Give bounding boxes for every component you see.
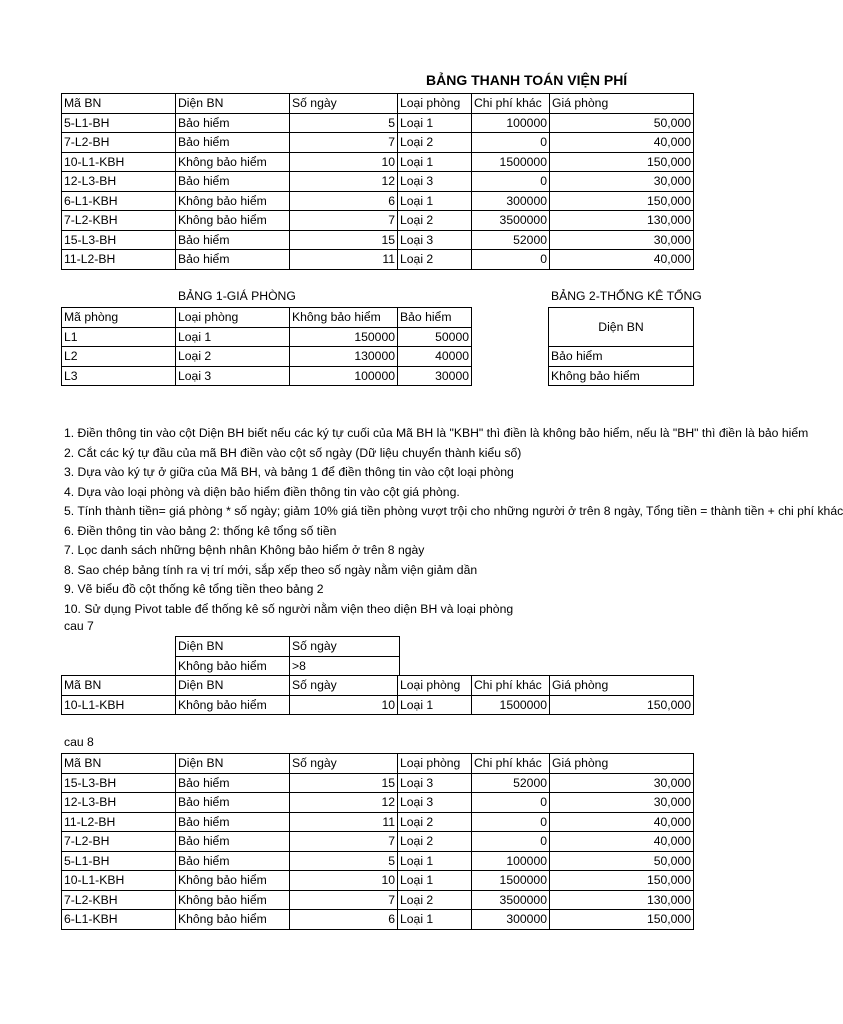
main-dien-bn-cell: Bảo hiểm <box>176 113 290 133</box>
price-table-row <box>62 347 472 367</box>
sorted-ma-bn-cell: 6-L1-KBH <box>62 910 176 930</box>
instruction-line: 1. Điền thông tin vào cột Diện BH biết nếu các ký tự cuối của Mã BH là "KBH" thì điền là không bảo hiểm, nếu là "BH" thì điền là bảo hiểm <box>64 426 809 440</box>
sorted-dien-bn-cell: Không bảo hiểm <box>176 890 290 910</box>
price-bao-hiem-cell: 50000 <box>398 327 472 347</box>
c8-header-gia-phong: Giá phòng <box>550 754 694 774</box>
c7-header-loai-phong: Loại phòng <box>398 676 472 696</box>
criteria-value-so-ngay: >8 <box>290 656 400 676</box>
sorted-header-row <box>62 754 694 774</box>
sorted-table-row <box>62 910 694 930</box>
sorted-chi-phi-khac-cell: 0 <box>472 812 550 832</box>
price-khong-bao-hiem-cell: 130000 <box>290 347 398 367</box>
sorted-chi-phi-khac-cell: 52000 <box>472 773 550 793</box>
sorted-ma-bn-cell: 5-L1-BH <box>62 851 176 871</box>
instruction-line: 2. Cắt các ký tự đầu của mã BH điền vào cột số ngày (Dữ liệu chuyển thành kiểu số) <box>64 445 522 460</box>
main-gia-phong-cell: 30,000 <box>550 230 694 250</box>
main-so-ngay-cell: 10 <box>290 152 398 172</box>
sorted-dien-bn-cell: Không bảo hiểm <box>176 910 290 930</box>
sorted-so-ngay-cell: 7 <box>290 832 398 852</box>
header-loai-phong: Loại phòng <box>398 94 472 114</box>
t1-header-bao-hiem: Bảo hiểm <box>398 308 472 328</box>
sorted-table-row <box>62 890 694 910</box>
sorted-ma-bn-cell: 7-L2-BH <box>62 832 176 852</box>
c8-header-chi-phi-khac: Chi phí khác <box>472 754 550 774</box>
main-ma-bn-cell: 10-L1-KBH <box>62 152 176 172</box>
main-header-row <box>62 94 694 114</box>
main-dien-bn-cell: Không bảo hiểm <box>176 152 290 172</box>
main-ma-bn-cell: 6-L1-KBH <box>62 191 176 211</box>
price-bao-hiem-cell: 40000 <box>398 347 472 367</box>
price-khong-bao-hiem-cell: 100000 <box>290 366 398 386</box>
main-dien-bn-cell: Bảo hiểm <box>176 230 290 250</box>
main-table-row <box>62 191 694 211</box>
main-loai-phong-cell: Loại 1 <box>398 191 472 211</box>
sorted-so-ngay-cell: 6 <box>290 910 398 930</box>
main-ma-bn-cell: 12-L3-BH <box>62 172 176 192</box>
instruction-line: 5. Tính thành tiền= giá phòng * số ngày; giảm 10% giá tiền phòng vượt trội cho những người ở trên 8 ngày, Tổng tiền = thành tiền + chi phí khác <box>64 504 843 518</box>
instruction-line: 8. Sao chép bảng tính ra vị trí mới, sắp xếp theo số ngày nằm viện giảm dần <box>64 562 478 577</box>
main-so-ngay-cell: 11 <box>290 250 398 270</box>
main-chi-phi-khac-cell: 0 <box>472 133 550 153</box>
filtered-header-row <box>62 676 694 696</box>
sorted-loai-phong-cell: Loại 2 <box>398 812 472 832</box>
summary-row-khong-bao-hiem: Không bảo hiểm <box>549 366 694 386</box>
cau8-label: cau 8 <box>64 735 94 749</box>
sorted-loai-phong-cell: Loại 1 <box>398 910 472 930</box>
sorted-gia-phong-cell: 130,000 <box>550 890 694 910</box>
header-dien-bn: Diện BN <box>176 94 290 114</box>
sorted-loai-phong-cell: Loại 1 <box>398 871 472 891</box>
criteria-table <box>175 636 400 676</box>
main-chi-phi-khac-cell: 300000 <box>472 191 550 211</box>
sorted-chi-phi-khac-cell: 0 <box>472 793 550 813</box>
main-chi-phi-khac-cell: 1500000 <box>472 152 550 172</box>
page-title: BẢNG THANH TOÁN VIỆN PHÍ <box>426 72 628 88</box>
filtered-table <box>61 675 694 715</box>
main-ma-bn-cell: 7-L2-KBH <box>62 211 176 231</box>
main-so-ngay-cell: 6 <box>290 191 398 211</box>
price-ma-phong-cell: L3 <box>62 366 176 386</box>
price-bao-hiem-cell: 30000 <box>398 366 472 386</box>
c8-header-ma-bn: Mã BN <box>62 754 176 774</box>
instruction-line: 3. Dựa vào ký tự ở giữa của Mã BH, và bảng 1 để điền thông tin vào cột loại phòng <box>64 465 514 479</box>
main-chi-phi-khac-cell: 0 <box>472 250 550 270</box>
sorted-loai-phong-cell: Loại 3 <box>398 793 472 813</box>
main-gia-phong-cell: 130,000 <box>550 211 694 231</box>
sorted-ma-bn-cell: 11-L2-BH <box>62 812 176 832</box>
sorted-chi-phi-khac-cell: 1500000 <box>472 871 550 891</box>
sorted-dien-bn-cell: Không bảo hiểm <box>176 871 290 891</box>
price-ma-phong-cell: L1 <box>62 327 176 347</box>
main-gia-phong-cell: 150,000 <box>550 191 694 211</box>
main-ma-bn-cell: 5-L1-BH <box>62 113 176 133</box>
criteria-header-so-ngay: Số ngày <box>290 637 400 657</box>
main-table-row <box>62 211 694 231</box>
main-so-ngay-cell: 7 <box>290 133 398 153</box>
price-table-row <box>62 366 472 386</box>
criteria-value-dien-bn: Không bảo hiểm <box>176 656 290 676</box>
sorted-gia-phong-cell: 50,000 <box>550 851 694 871</box>
main-loai-phong-cell: Loại 3 <box>398 230 472 250</box>
c7-header-gia-phong: Giá phòng <box>550 676 694 696</box>
table2-title: BẢNG 2-THỐNG KÊ TỔNG <box>551 289 702 303</box>
sorted-gia-phong-cell: 30,000 <box>550 773 694 793</box>
main-table-row <box>62 113 694 133</box>
summary-header: Diện BN <box>549 308 694 347</box>
sorted-loai-phong-cell: Loại 2 <box>398 832 472 852</box>
summary-table <box>548 307 694 386</box>
sorted-ma-bn-cell: 7-L2-KBH <box>62 890 176 910</box>
sorted-table-row <box>62 832 694 852</box>
instruction-line: 9. Vẽ biểu đồ cột thống kê tổng tiền theo bảng 2 <box>64 582 324 596</box>
filtered-table-row <box>62 695 694 715</box>
price-table-row <box>62 327 472 347</box>
main-ma-bn-cell: 7-L2-BH <box>62 133 176 153</box>
sorted-loai-phong-cell: Loại 3 <box>398 773 472 793</box>
sorted-gia-phong-cell: 40,000 <box>550 832 694 852</box>
sorted-table-row <box>62 773 694 793</box>
main-gia-phong-cell: 40,000 <box>550 133 694 153</box>
instruction-line: 10. Sử dụng Pivot table để thống kê số người nằm viện theo diện BH và loại phòng <box>64 601 514 616</box>
sorted-table <box>61 753 694 930</box>
table1-title: BẢNG 1-GIÁ PHÒNG <box>178 289 296 303</box>
sorted-so-ngay-cell: 15 <box>290 773 398 793</box>
summary-row-bao-hiem: Bảo hiểm <box>549 347 694 367</box>
sorted-so-ngay-cell: 5 <box>290 851 398 871</box>
main-dien-bn-cell: Bảo hiểm <box>176 250 290 270</box>
sorted-dien-bn-cell: Bảo hiểm <box>176 793 290 813</box>
sorted-chi-phi-khac-cell: 0 <box>472 832 550 852</box>
main-table-row <box>62 230 694 250</box>
main-dien-bn-cell: Bảo hiểm <box>176 172 290 192</box>
main-loai-phong-cell: Loại 2 <box>398 250 472 270</box>
price-loai-phong-cell: Loại 1 <box>176 327 290 347</box>
filtered-loai-phong-cell: Loại 1 <box>398 695 472 715</box>
main-dien-bn-cell: Không bảo hiểm <box>176 191 290 211</box>
price-ma-phong-cell: L2 <box>62 347 176 367</box>
sorted-gia-phong-cell: 40,000 <box>550 812 694 832</box>
cau7-label: cau 7 <box>64 619 94 633</box>
sorted-so-ngay-cell: 10 <box>290 871 398 891</box>
price-loai-phong-cell: Loại 3 <box>176 366 290 386</box>
main-ma-bn-cell: 11-L2-BH <box>62 250 176 270</box>
main-chi-phi-khac-cell: 52000 <box>472 230 550 250</box>
instruction-line: 6. Điền thông tin vào bảng 2: thống kê tổng số tiền <box>64 523 337 538</box>
filtered-so-ngay-cell: 10 <box>290 695 398 715</box>
main-so-ngay-cell: 7 <box>290 211 398 231</box>
c8-header-so-ngay: Số ngày <box>290 754 398 774</box>
sorted-gia-phong-cell: 150,000 <box>550 871 694 891</box>
criteria-header-dien-bn: Diện BN <box>176 637 290 657</box>
sorted-table-row <box>62 851 694 871</box>
sorted-dien-bn-cell: Bảo hiểm <box>176 851 290 871</box>
sorted-so-ngay-cell: 7 <box>290 890 398 910</box>
main-so-ngay-cell: 5 <box>290 113 398 133</box>
sorted-table-row <box>62 793 694 813</box>
t1-header-ma-phong: Mã phòng <box>62 308 176 328</box>
main-gia-phong-cell: 30,000 <box>550 172 694 192</box>
main-gia-phong-cell: 150,000 <box>550 152 694 172</box>
main-loai-phong-cell: Loại 2 <box>398 133 472 153</box>
sorted-table-row <box>62 871 694 891</box>
main-chi-phi-khac-cell: 100000 <box>472 113 550 133</box>
sorted-so-ngay-cell: 11 <box>290 812 398 832</box>
header-chi-phi-khac: Chi phí khác <box>472 94 550 114</box>
t1-header-loai-phong: Loại phòng <box>176 308 290 328</box>
header-ma-bn: Mã BN <box>62 94 176 114</box>
instruction-line: 4. Dựa vào loại phòng và diện bảo hiểm điền thông tin vào cột giá phòng. <box>64 484 460 499</box>
main-table-row <box>62 152 694 172</box>
main-table <box>61 93 694 270</box>
sorted-chi-phi-khac-cell: 100000 <box>472 851 550 871</box>
filtered-gia-phong-cell: 150,000 <box>550 695 694 715</box>
c7-header-ma-bn: Mã BN <box>62 676 176 696</box>
price-khong-bao-hiem-cell: 150000 <box>290 327 398 347</box>
main-table-row <box>62 133 694 153</box>
t1-header-khong-bao-hiem: Không bảo hiểm <box>290 308 398 328</box>
main-table-row <box>62 172 694 192</box>
sorted-dien-bn-cell: Bảo hiểm <box>176 812 290 832</box>
c8-header-dien-bn: Diện BN <box>176 754 290 774</box>
c7-header-so-ngay: Số ngày <box>290 676 398 696</box>
price-loai-phong-cell: Loại 2 <box>176 347 290 367</box>
main-loai-phong-cell: Loại 3 <box>398 172 472 192</box>
filtered-chi-phi-khac-cell: 1500000 <box>472 695 550 715</box>
sorted-gia-phong-cell: 30,000 <box>550 793 694 813</box>
sorted-chi-phi-khac-cell: 300000 <box>472 910 550 930</box>
sorted-table-row <box>62 812 694 832</box>
sorted-ma-bn-cell: 15-L3-BH <box>62 773 176 793</box>
main-loai-phong-cell: Loại 1 <box>398 113 472 133</box>
filtered-ma-bn-cell: 10-L1-KBH <box>62 695 176 715</box>
main-loai-phong-cell: Loại 2 <box>398 211 472 231</box>
sorted-dien-bn-cell: Bảo hiểm <box>176 832 290 852</box>
instruction-line: 7. Lọc danh sách những bệnh nhân Không bảo hiểm ở trên 8 ngày <box>64 543 425 557</box>
header-gia-phong: Giá phòng <box>550 94 694 114</box>
main-so-ngay-cell: 12 <box>290 172 398 192</box>
main-gia-phong-cell: 50,000 <box>550 113 694 133</box>
c8-header-loai-phong: Loại phòng <box>398 754 472 774</box>
main-ma-bn-cell: 15-L3-BH <box>62 230 176 250</box>
filtered-dien-bn-cell: Không bảo hiểm <box>176 695 290 715</box>
price-header-row <box>62 308 472 328</box>
sorted-loai-phong-cell: Loại 2 <box>398 890 472 910</box>
sorted-dien-bn-cell: Bảo hiểm <box>176 773 290 793</box>
main-so-ngay-cell: 15 <box>290 230 398 250</box>
main-table-row <box>62 250 694 270</box>
main-gia-phong-cell: 40,000 <box>550 250 694 270</box>
main-dien-bn-cell: Bảo hiểm <box>176 133 290 153</box>
sorted-ma-bn-cell: 10-L1-KBH <box>62 871 176 891</box>
header-so-ngay: Số ngày <box>290 94 398 114</box>
c7-header-dien-bn: Diện BN <box>176 676 290 696</box>
sorted-loai-phong-cell: Loại 1 <box>398 851 472 871</box>
main-loai-phong-cell: Loại 1 <box>398 152 472 172</box>
main-dien-bn-cell: Không bảo hiểm <box>176 211 290 231</box>
sorted-gia-phong-cell: 150,000 <box>550 910 694 930</box>
sorted-ma-bn-cell: 12-L3-BH <box>62 793 176 813</box>
price-table <box>61 307 472 386</box>
c7-header-chi-phi-khac: Chi phí khác <box>472 676 550 696</box>
main-chi-phi-khac-cell: 0 <box>472 172 550 192</box>
sorted-chi-phi-khac-cell: 3500000 <box>472 890 550 910</box>
main-chi-phi-khac-cell: 3500000 <box>472 211 550 231</box>
sorted-so-ngay-cell: 12 <box>290 793 398 813</box>
